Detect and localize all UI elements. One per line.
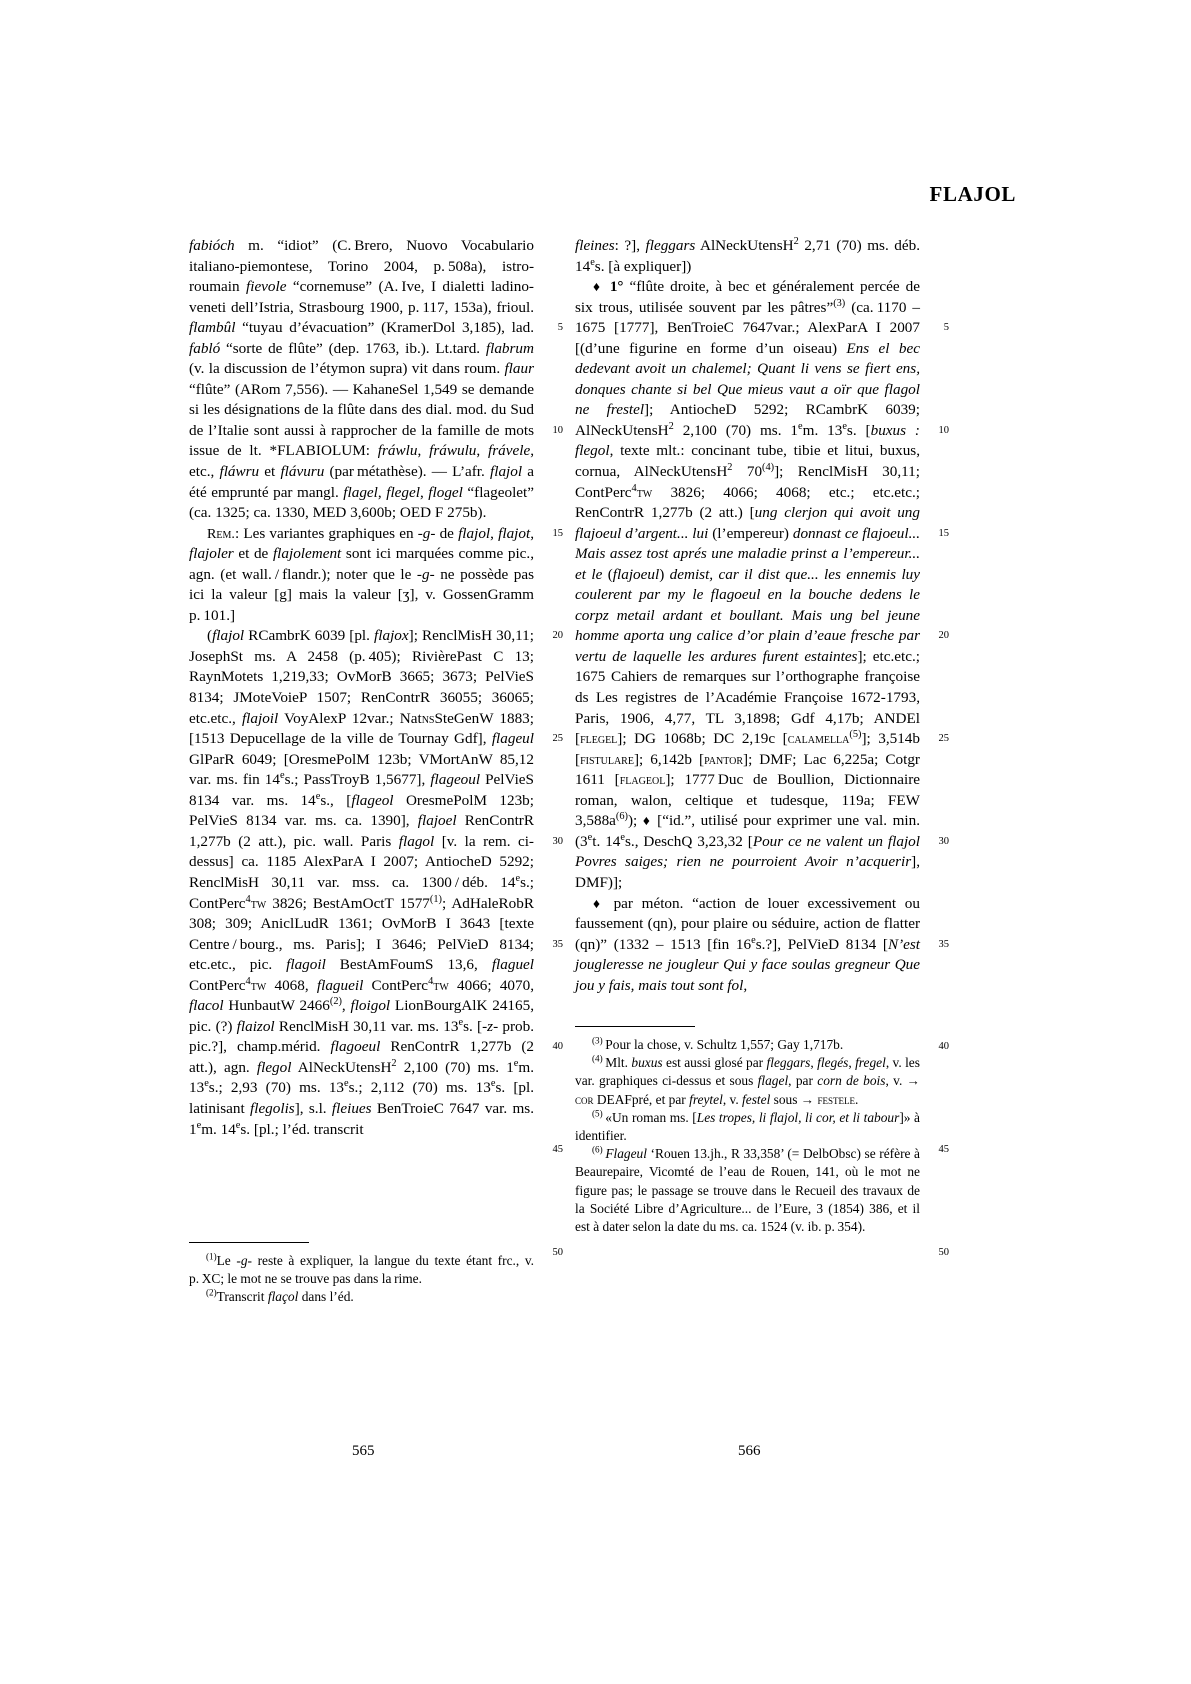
line-number: 25 [552, 733, 563, 745]
line-number: 30 [938, 835, 949, 847]
line-number: 40 [938, 1041, 949, 1053]
line-number: 15 [552, 527, 563, 539]
right-footnote-block [575, 1026, 920, 1236]
two-column-body [189, 236, 1002, 1416]
right-column-text [575, 236, 920, 996]
line-number: 30 [552, 835, 563, 847]
paragraph: fabióch m. “idiot” (C. Brero, Nuovo Vocabulario italiano-piemontese, Torino 2004, p. 508a), istro-roumain fievole “cornemuse” (A. Ive, I dialetti ladino-veneti dell’Istria, Strasbourg 1900, p. 117, 153a), frioul. flambûl “tuyau d’évacuation” (KramerDol 3,185), lad. fabló “sorte de flûte” (dep. 1763, ib.). Lt.tard. flabrum (v. la discussion de l’étymon supra) vit dans roum. flaur “flûte” (ARom 7,556). — KahaneSel 1,549 se demande si les désignations de la flûte dans des dial. mod. du Sud de l’Italie sont aussi à rapprocher de la famille de mots issue de lt. *FLABIOLUM: fráwlu, fráwulu, frávele, etc., fláwru et flávuru (par métathèse). — L’afr. flajol a été emprunté par mangl. flagel, flegel, flogel “flageolet” (ca. 1325; ca. 1330, MED 3,600b; OED F 275b). [189, 237, 535, 522]
footnote: $^{(4)}$ Mlt. buxus est aussi glosé par fleggars, flegés, fregel, v. les var. graphiques ci-dessus et sous flagel, par corn de bois, v. → cor DEAFpré, et par freytel, v. festel sous → festele. [575, 1053, 921, 1107]
line-number: 35 [552, 938, 563, 950]
footnote: $^{(1)}$Le -g- reste à expliquer, la langue du texte étant frc., v. p. XC; le mot ne se trouve pas dans la rime. [189, 1251, 535, 1287]
paragraph-sense-metonymy: ♦ par méton. “action de louer excessivement ou faussement (qn), pour plaire ou séduire, action de flatter (qn)” (1332 – 1513 [fin 16es.?], PelVieD 8134 [N’est jougleresse ne jougleur Qui y face soulas gregneur Que jou y fais, mais tout sont fol, [575, 894, 920, 994]
paragraph-attestations: (flajol RCambrK 6039 [pl. flajox]; RenclMisH 30,11; JosephSt ms. A 2458 (p. 405); RivièrePast C 13; RaynMotets 1,219,33; OvMorB 3665; 3673; PelVieS 8134; JMoteVoieP 1507; RenContrR 36055; 36065; etc.etc., flajoil VoyAlexP 12var.; NatnsSteGenW 1883; [1513 Depucellage de la ville de Tournay Gdf], flageul GlParR 6049; [OresmePolM 123b; VMortAnW 85,12 var. ms. fin 14es.; PassTroyB 1,5677], flageoul PelVieS 8134 var. ms. 14es., [flageol OresmePolM 123b; PelVieS 8134 var. ms. ca. 1390], flajoel RenContrR 1,277b (2 att.), pic. wall. Paris flagol [v. la rem. ci-dessus] ca. 1185 AlexParA I 2007; AntiocheD 5292; RenclMisH 30,11 var. mss. ca. 1300 / déb. 14es.; ContPerc$^4$tw 3826; BestAmOctT 1577$^{(1)}$; AdHaleRobR 308; 309; AniclLudR 1361; OvMorB I 3643 [texte Centre / bourg., ms. Paris]; I 3646; PelVieD 8134; etc.etc., pic. flagoil BestAmFoumS 13,6, flaguel ContPerc$^4$tw 4068, flagueil ContPerc$^4$tw 4066; 4070, flacol HunbautW 2466$^{(2)}$, floigol LionBourgAlK 24165, pic. (?) flaizol RenclMisH 30,11 var. ms. 13es. [-z- prob. pic.?], champ.mérid. flagoeul RenContrR 1,277b (2 att.), agn. flegol AlNeckUtensH$^2$ 2,100 (70) ms. 1em. 13es.; 2,93 (70) ms. 13es.; 2,112 (70) ms. 13es. [pl. latinisant flegolis], s.l. fleiues BenTroieC 7647 var. ms. 1em. 14es. [pl.; l’éd. transcrit [189, 627, 535, 1138]
footnote-rule [189, 1242, 309, 1243]
line-number-gutter-left [541, 236, 563, 1263]
line-number: 20 [938, 630, 949, 642]
paragraph-remark: Rem.: Les variantes graphiques en -g- de flajol, flajot, flajoler et de flajolement sont ici marquées comme pic., agn. (et wall. / flandr.); noter que le -g- ne possède pas ici la valeur [g] mais la valeur [ʒ], v. GossenGramm p. 101.] [189, 524, 535, 624]
line-number: 35 [938, 938, 949, 950]
left-footnote-block [189, 1242, 534, 1307]
line-number: 10 [552, 424, 563, 436]
right-footnotes [575, 1036, 920, 1236]
footnote: $^{(6)}$ Flageul ‘Rouen 13.jh., R 33,358’ (= DelbObsc) se réfère à Beaurepaire, Vicomté de l’eau de Rouen, 141, où le mot ne figure pas; le passage se trouve dans le Recueil des travaux de la Société Libre d’Agriculture... de l’Eure, 3 (1854) 386, et il est à dater selon la date du ms. ca. 1524 (v. ib. p. 354). [575, 1144, 920, 1235]
left-footnotes [189, 1252, 534, 1307]
line-number: 20 [552, 630, 563, 642]
line-number: 45 [552, 1144, 563, 1156]
footnote: $^{(3)}$ Pour la chose, v. Schultz 1,557; Gay 1,717b. [592, 1035, 844, 1052]
paragraph: fleines: ?], fleggars AlNeckUtensH$^2$ 2,71 (70) ms. déb. 14es. [à expliquer]) [575, 235, 920, 275]
line-number-gutter-right [927, 236, 949, 1263]
line-number: 10 [938, 424, 949, 436]
paragraph-sense-1: ♦ 1° “flûte droite, à bec et généralement percée de six trous, utilisée souvent par les pâtres”$^{(3)}$ (ca. 1170 – 1675 [1777], BenTroieC 7647var.; AlexParA I 2007 [(d’une figurine en forme d’un oiseau) Ens el bec dedevant avoit un chalemel; Quant li vens se fiert ens, donques chante si bel Que mieus vaut a oïr que flagol ne frestel]; AntiocheD 5292; RCambrK 6039; AlNeckUtensH$^2$ 2,100 (70) ms. 1em. 13es. [buxus : flegol, texte mlt.: concinant tube, tibie et litui, buxus, cornua, AlNeckUtensH$^2$ 70$^{(4)}$]; RenclMisH 30,11; ContPerc$^4$tw 3826; 4066; 4068; etc.; etc.etc.; RenContrR 1,277b (2 att.) [ung clerjon qui avoit ung flajoeul d’argent... lui (l’empereur) donnast ce flajoeul... Mais assez tost aprés une maladie prinst a l’empereur... et le (flajoeul) demist, car il dist que... les ennemis luy coulerent par my le flagoeul en la bouche dedens le corpz metail ardant et boullant. Mais ung bel jeune homme aporta ung calice d’or plain d’eaue fresche par vertu de laquelle les ardures furent estaintes]; etc.etc.; 1675 Cahiers de remarques sur l’orthographe françoise ds Les registres de l’Académie Françoise 1672-1793, Paris, 1906, 4,77, TL 3,1898; Gdf 4,17b; ANDEl [flegel]; DG 1068b; DC 2,19c [calamella$^{(5)}$]; 3,514b [fistulare]; 6,142b [pantor]; DMF; Lac 6,225a; Cotgr 1611 [flageol]; 1777 Duc de Boullion, Dictionnaire roman, walon, celtique et tudesque, 119a; FEW $3,588a^{(6)}$); ♦ [“id.”, utilisé pour exprimer une val. min. (3et. 14es., DeschQ 3,23,32 [Pour ce ne valent un flajol Povres saiges; rien ne pourroient Avoir n’acquerir], DMF)]; [575, 278, 921, 891]
running-head: FLAJOL [929, 182, 1016, 206]
line-number: 5 [557, 322, 563, 334]
line-number: 50 [938, 1246, 949, 1258]
line-number: 40 [552, 1041, 563, 1053]
line-number: 45 [938, 1144, 949, 1156]
right-column [575, 236, 920, 996]
line-number: 15 [938, 527, 949, 539]
left-column [189, 236, 534, 1140]
line-number: 50 [552, 1246, 563, 1258]
line-number: 25 [938, 733, 949, 745]
folio-right: 566 [738, 1443, 761, 1459]
footnote: $^{(2)}$Transcrit flaçol dans l’éd. [206, 1287, 354, 1305]
left-column-text [189, 236, 534, 1140]
footnote-rule [575, 1026, 695, 1027]
folio-left: 565 [352, 1443, 375, 1459]
footnote: $^{(5)}$ «Un roman ms. [Les tropes, li flajol, li cor, et li tabour]» à identifier. [575, 1108, 921, 1144]
line-number: 5 [943, 322, 949, 334]
